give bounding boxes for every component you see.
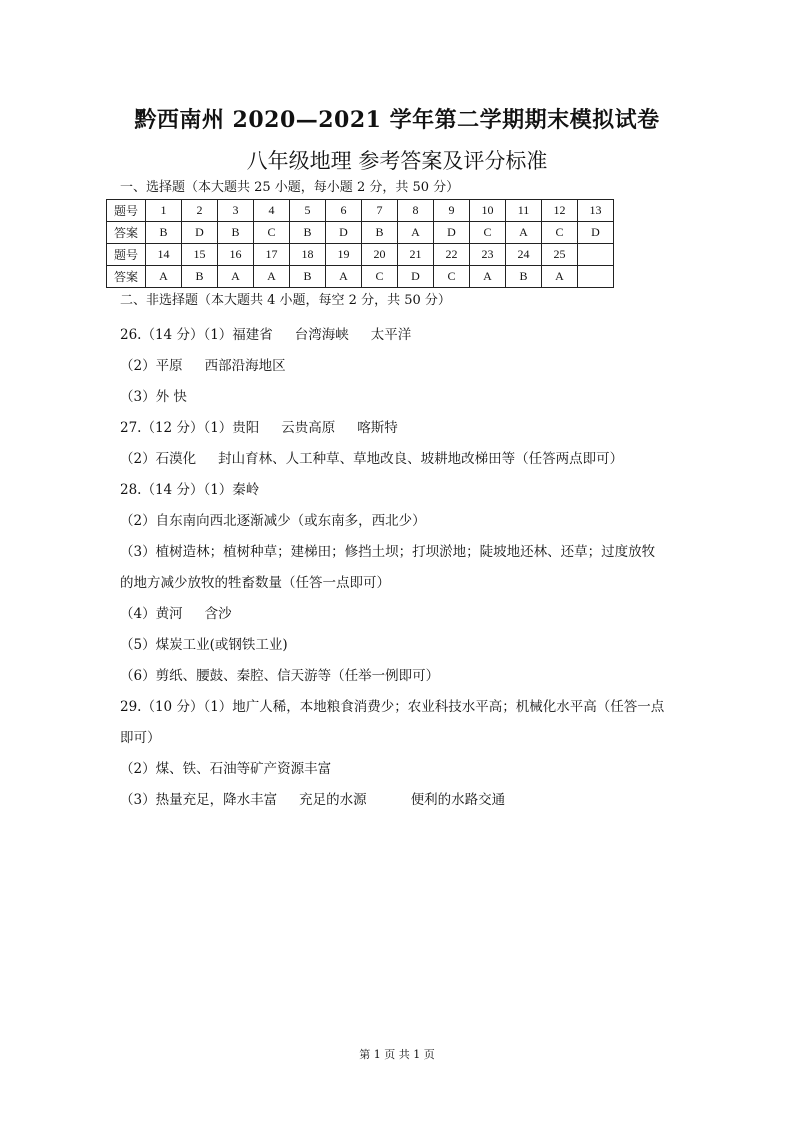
q28-line6: （6）剪纸、腰鼓、秦腔、信天游等（任举一例即可）: [120, 668, 440, 684]
q28-line3-cont: 的地方减少放牧的牲畜数量（任答一点即可）: [120, 575, 390, 591]
answer-cell: A: [398, 222, 434, 244]
q26-part2-b: 西部沿海地区: [204, 358, 286, 374]
question-number-cell: 21: [398, 244, 434, 266]
answer-cell: D: [182, 222, 218, 244]
q27-head: 27.（12 分）（1）贵阳: [120, 420, 260, 436]
answer-cell: D: [434, 222, 470, 244]
question-number-cell: 11: [506, 200, 542, 222]
question-number-cell: 25: [542, 244, 578, 266]
question-number-cell: 19: [326, 244, 362, 266]
q28-part4-a: （4）黄河: [120, 606, 183, 622]
answer-cell: B: [146, 222, 182, 244]
answer-cell: A: [218, 266, 254, 288]
answer-cell: A: [146, 266, 182, 288]
question-number-cell: 18: [290, 244, 326, 266]
answer-cell: A: [326, 266, 362, 288]
q26-head: 26.（14 分）（1）福建省: [120, 327, 273, 343]
answer-cell: D: [398, 266, 434, 288]
answer-cell: C: [434, 266, 470, 288]
question-number-cell: 6: [326, 200, 362, 222]
question-number-cell: 15: [182, 244, 218, 266]
answer-cell: D: [578, 222, 614, 244]
question-number-cell: 17: [254, 244, 290, 266]
q28-line4: [120, 605, 232, 623]
question-number-cell: 10: [470, 200, 506, 222]
answer-cell: B: [290, 222, 326, 244]
question-number-cell: 1: [146, 200, 182, 222]
question-number-cell: 14: [146, 244, 182, 266]
q27-line1: [120, 419, 398, 437]
q29-line1: 29.（10 分）（1）地广人稀，本地粮食消费少；农业科技水平高；机械化水平高（任答一点: [120, 699, 665, 715]
question-number-cell: 23: [470, 244, 506, 266]
question-number-cell: 24: [506, 244, 542, 266]
question-number-cell: 20: [362, 244, 398, 266]
question-number-cell: 13: [578, 200, 614, 222]
answer-cell: D: [326, 222, 362, 244]
question-number-cell: [578, 244, 614, 266]
answer-cell: C: [362, 266, 398, 288]
q27-answer-3: 喀斯特: [357, 420, 398, 436]
question-number-cell: 8: [398, 200, 434, 222]
question-number-cell: 5: [290, 200, 326, 222]
table-row: [107, 266, 614, 288]
table-row: [107, 222, 614, 244]
q26-line3: （3）外 快: [120, 389, 187, 405]
q29-line3: [120, 791, 505, 809]
answer-cell: B: [506, 266, 542, 288]
table-row: [107, 200, 614, 222]
question-number-cell: 7: [362, 200, 398, 222]
section-nonchoice-heading: 二、非选择题（本大题共 4 小题，每空 2 分，共 50 分）: [120, 293, 451, 308]
answer-cell: A: [506, 222, 542, 244]
answer-cell: B: [218, 222, 254, 244]
section-choice-heading: 一、选择题（本大题共 25 小题，每小题 2 分，共 50 分）: [120, 180, 460, 195]
q28-line5: （5）煤炭工业(或钢铁工业): [120, 637, 288, 653]
answer-cell: A: [470, 266, 506, 288]
q28-line1: 28.（14 分）（1）秦岭: [120, 482, 260, 498]
answer-cell: C: [254, 222, 290, 244]
question-number-cell: 4: [254, 200, 290, 222]
answer-cell: B: [182, 266, 218, 288]
row-label: 题号: [107, 200, 146, 222]
answer-cell: C: [542, 222, 578, 244]
q28-line2: （2）自东南向西北逐渐减少（或东南多，西北少）: [120, 513, 426, 529]
q29-line2: （2）煤、铁、石油等矿产资源丰富: [120, 761, 332, 777]
page-title: 黔西南州 2020—2021 学年第二学期期末模拟试卷: [134, 107, 660, 133]
page-subtitle: 八年级地理 参考答案及评分标准: [246, 149, 548, 173]
row-label: 答案: [107, 266, 146, 288]
page-footer: 第 1 页 共 1 页: [359, 1048, 435, 1061]
q29-part3-c: 便利的水路交通: [410, 792, 506, 808]
q28-part4-b: 含沙: [204, 606, 232, 622]
question-number-cell: 16: [218, 244, 254, 266]
q29-line1-cont: 即可）: [120, 730, 161, 746]
q26-answer-2: 台湾海峡: [294, 327, 349, 343]
question-number-cell: 3: [218, 200, 254, 222]
question-number-cell: 2: [182, 200, 218, 222]
q27-part2-a: （2）石漠化: [120, 451, 197, 467]
answer-cell: A: [542, 266, 578, 288]
q26-answer-3: 太平洋: [370, 327, 412, 343]
answer-cell: B: [290, 266, 326, 288]
q29-part3-a: （3）热量充足，降水丰富: [120, 792, 278, 808]
question-number-cell: 22: [434, 244, 470, 266]
answer-table: [106, 199, 614, 288]
q26-line2: [120, 357, 286, 375]
answer-cell: A: [254, 266, 290, 288]
q27-line2: [120, 450, 623, 468]
q28-line3: （3）植树造林；植树种草；建梯田；修挡土坝；打坝淤地；陡坡地还林、还草；过度放牧: [120, 544, 656, 560]
q29-part3-b: 充足的水源: [299, 792, 367, 808]
row-label: 答案: [107, 222, 146, 244]
q26-part2-a: （2）平原: [120, 358, 183, 374]
q27-part2-b: 封山育林、人工种草、草地改良、坡耕地改梯田等（任答两点即可）: [218, 451, 624, 467]
row-label: 题号: [107, 244, 146, 266]
q26-line1: [120, 326, 411, 344]
answer-cell: B: [362, 222, 398, 244]
answer-cell: [578, 266, 614, 288]
answer-cell: C: [470, 222, 506, 244]
question-number-cell: 12: [542, 200, 578, 222]
table-row: [107, 244, 614, 266]
q27-answer-2: 云贵高原: [281, 420, 336, 436]
question-number-cell: 9: [434, 200, 470, 222]
